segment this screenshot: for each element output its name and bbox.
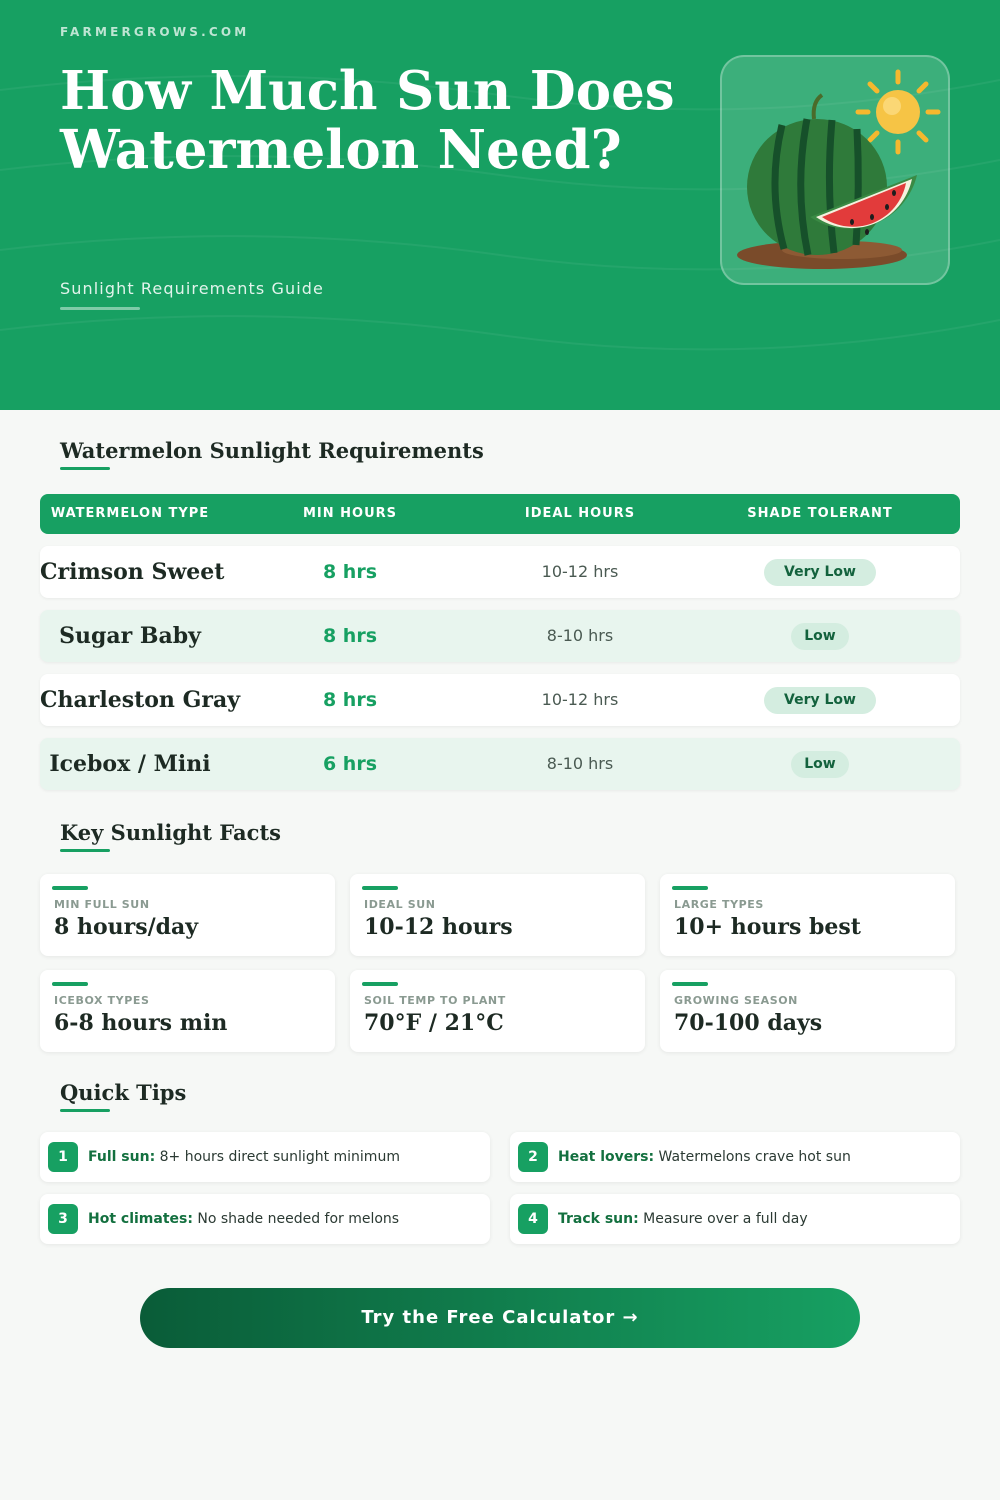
fact-accent-bar bbox=[52, 982, 88, 986]
fact-card bbox=[40, 970, 335, 1052]
fact-label: LARGE TYPES bbox=[674, 898, 764, 911]
tip-text bbox=[88, 1132, 400, 1182]
fact-accent-bar bbox=[672, 982, 708, 986]
fact-card bbox=[660, 874, 955, 956]
fact-accent-bar bbox=[672, 886, 708, 890]
tip-key: Hot climates: bbox=[88, 1211, 193, 1227]
fact-value: 70-100 days bbox=[674, 1010, 823, 1036]
shade-badge: Very Low bbox=[764, 687, 876, 714]
section-underline bbox=[60, 849, 110, 852]
fact-value: 10+ hours best bbox=[674, 914, 861, 940]
table-row bbox=[40, 738, 960, 790]
tip-detail: Measure over a full day bbox=[638, 1211, 808, 1227]
fact-accent-bar bbox=[362, 886, 398, 890]
hero-banner bbox=[0, 0, 1000, 410]
table-row bbox=[40, 674, 960, 726]
column-header-ideal-hours: IDEAL HOURS bbox=[524, 506, 636, 521]
fact-card bbox=[350, 874, 645, 956]
fact-label: MIN FULL SUN bbox=[54, 898, 150, 911]
free-calculator-button[interactable]: Try the Free Calculator → bbox=[140, 1288, 860, 1348]
watermelon-sun-icon bbox=[722, 57, 952, 287]
tip-card bbox=[510, 1194, 960, 1244]
fact-value: 6-8 hours min bbox=[54, 1010, 228, 1036]
tip-text bbox=[88, 1194, 399, 1244]
ideal-hours: 8-10 hrs bbox=[546, 626, 614, 645]
tip-card bbox=[40, 1132, 490, 1182]
tip-key: Track sun: bbox=[558, 1211, 639, 1227]
fact-accent-bar bbox=[52, 886, 88, 890]
table-header bbox=[40, 494, 960, 534]
min-hours: 6 hrs bbox=[322, 753, 378, 775]
brand-name: FARMERGROWS.COM bbox=[60, 25, 250, 39]
fact-card bbox=[660, 970, 955, 1052]
column-header-type: WATERMELON TYPE bbox=[50, 506, 210, 521]
shade-badge: Low bbox=[791, 751, 849, 778]
min-hours: 8 hrs bbox=[322, 625, 378, 647]
fact-accent-bar bbox=[362, 982, 398, 986]
tip-detail: No shade needed for melons bbox=[192, 1211, 400, 1227]
subtitle-underline bbox=[60, 307, 140, 310]
facts-section-title: Key Sunlight Facts bbox=[60, 820, 281, 845]
tip-number: 4 bbox=[518, 1204, 548, 1234]
shade-badge: Low bbox=[791, 623, 849, 650]
ideal-hours: 10-12 hrs bbox=[541, 562, 619, 581]
min-hours: 8 hrs bbox=[322, 561, 378, 583]
tip-number: 2 bbox=[518, 1142, 548, 1172]
tip-detail: 8+ hours direct sunlight minimum bbox=[155, 1149, 400, 1165]
watermelon-type: Icebox / Mini bbox=[49, 751, 211, 777]
column-header-min-hours: MIN HOURS bbox=[302, 506, 398, 521]
fact-value: 70°F / 21°C bbox=[364, 1010, 504, 1036]
fact-label: ICEBOX TYPES bbox=[54, 994, 150, 1007]
section-underline bbox=[60, 467, 110, 470]
watermelon-type: Crimson Sweet bbox=[40, 559, 225, 585]
table-row bbox=[40, 610, 960, 662]
fact-label: SOIL TEMP TO PLANT bbox=[364, 994, 506, 1007]
table-row bbox=[40, 546, 960, 598]
watermelon-type: Sugar Baby bbox=[59, 623, 201, 649]
tips-section-title: Quick Tips bbox=[60, 1080, 187, 1105]
ideal-hours: 8-10 hrs bbox=[546, 754, 614, 773]
tip-key: Heat lovers: bbox=[558, 1149, 655, 1165]
fact-label: IDEAL SUN bbox=[364, 898, 436, 911]
tip-text bbox=[558, 1194, 808, 1244]
requirements-section-title: Watermelon Sunlight Requirements bbox=[60, 438, 484, 463]
tip-key: Full sun: bbox=[88, 1149, 156, 1165]
tip-card bbox=[510, 1132, 960, 1182]
watermelon-type: Charleston Gray bbox=[40, 687, 240, 713]
ideal-hours: 10-12 hrs bbox=[541, 690, 619, 709]
page-title: How Much Sun Does Watermelon Need? bbox=[60, 60, 675, 181]
tip-number: 1 bbox=[48, 1142, 78, 1172]
illustration-card bbox=[720, 55, 950, 285]
tip-number: 3 bbox=[48, 1204, 78, 1234]
fact-card bbox=[350, 970, 645, 1052]
section-underline bbox=[60, 1109, 110, 1112]
column-header-shade-tolerant: SHADE TOLERANT bbox=[747, 506, 893, 521]
fact-label: GROWING SEASON bbox=[674, 994, 798, 1007]
tip-card bbox=[40, 1194, 490, 1244]
fact-value: 8 hours/day bbox=[54, 914, 199, 940]
shade-badge: Very Low bbox=[764, 559, 876, 586]
fact-card bbox=[40, 874, 335, 956]
min-hours: 8 hrs bbox=[322, 689, 378, 711]
tip-text bbox=[558, 1132, 851, 1182]
tip-detail: Watermelons crave hot sun bbox=[654, 1149, 851, 1165]
page-subtitle: Sunlight Requirements Guide bbox=[60, 279, 324, 298]
fact-value: 10-12 hours bbox=[364, 914, 513, 940]
